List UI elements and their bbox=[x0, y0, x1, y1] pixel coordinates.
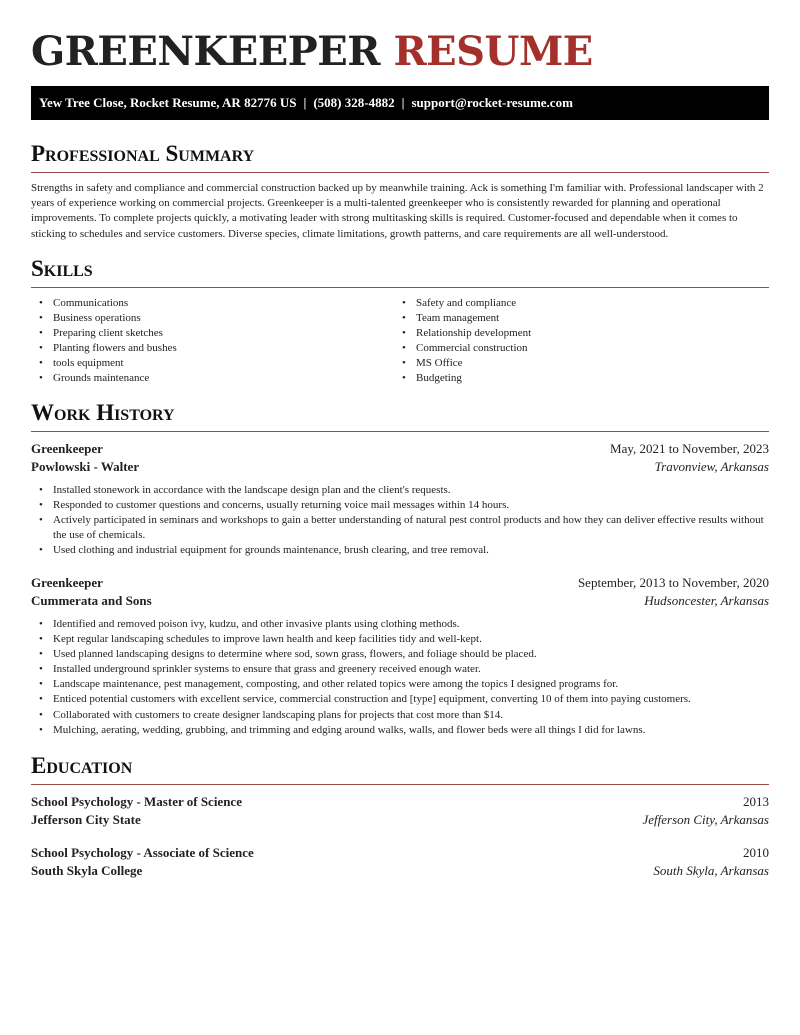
job-bullet: • Actively participated in seminars and workshops to gain a better understanding of natural pest control products and how they can deliver effective results without the use of chemicals. bbox=[31, 513, 769, 543]
job-bullet: • Installed underground sprinkler systems to ensure that grass and greenery received enough water. bbox=[31, 662, 769, 677]
job-company-row bbox=[31, 458, 769, 476]
last-name: RESUME bbox=[393, 28, 593, 75]
skill-item: • Relationship development bbox=[394, 326, 769, 341]
skill-item: • Budgeting bbox=[394, 371, 769, 386]
job-bullets bbox=[31, 617, 769, 738]
skill-item: • Grounds maintenance bbox=[31, 371, 391, 386]
contact-separator: | bbox=[303, 95, 307, 110]
skills-heading: Skills bbox=[31, 256, 93, 281]
job-dates: September, 2013 to November, 2020 bbox=[577, 575, 769, 590]
education-header-row bbox=[31, 844, 769, 862]
skills-divider bbox=[31, 287, 769, 288]
education-heading: Education bbox=[31, 753, 133, 778]
job-title: Greenkeeper bbox=[31, 441, 103, 456]
first-name: GREENKEEPER bbox=[31, 28, 380, 75]
education-degree: School Psychology - Associate of Science bbox=[31, 845, 254, 860]
job-bullet: • Used planned landscaping designs to determine where sod, sown grass, flowers, and foliage should be placed. bbox=[31, 647, 769, 662]
work-history-heading: Work History bbox=[31, 400, 175, 425]
education-location: Jefferson City, Arkansas bbox=[642, 812, 769, 827]
skill-item: • Commercial construction bbox=[394, 341, 769, 356]
job-header-row bbox=[31, 440, 769, 458]
job-company: Powlowski - Walter bbox=[31, 459, 140, 474]
education-location: South Skyla, Arkansas bbox=[653, 863, 769, 878]
job-location: Travonview, Arkansas bbox=[654, 459, 769, 474]
education-header-row bbox=[31, 793, 769, 811]
job-bullet: • Identified and removed poison ivy, kudzu, and other invasive plants using clothing methods. bbox=[31, 617, 769, 632]
education-year: 2010 bbox=[743, 845, 769, 860]
skill-item: • Safety and compliance bbox=[394, 296, 769, 311]
work-history-divider bbox=[31, 431, 769, 432]
job-bullet: • Responded to customer questions and concerns, usually returning voice mail messages within 14 hours. bbox=[31, 498, 769, 513]
job-bullet: • Landscape maintenance, pest management, composting, and other related topics were among the topics I designed programs for. bbox=[31, 677, 769, 692]
education-school: Jefferson City State bbox=[31, 812, 141, 827]
contact-phone: (508) 328-4882 bbox=[313, 95, 395, 110]
contact-email[interactable]: support@rocket-resume.com bbox=[411, 95, 573, 110]
skills-list-right bbox=[394, 296, 769, 387]
education-year: 2013 bbox=[743, 794, 769, 809]
job-company: Cummerata and Sons bbox=[31, 593, 152, 608]
education-degree: School Psychology - Master of Science bbox=[31, 794, 242, 809]
education-divider bbox=[31, 784, 769, 785]
job-header-row bbox=[31, 574, 769, 592]
job-bullet: • Used clothing and industrial equipment for grounds maintenance, brush clearing, and tree removal. bbox=[31, 543, 769, 558]
skill-item: • Team management bbox=[394, 311, 769, 326]
skill-item: • Preparing client sketches bbox=[31, 326, 391, 341]
education-school: South Skyla College bbox=[31, 863, 143, 878]
skills-list-left bbox=[31, 296, 391, 387]
job-bullet: • Enticed potential customers with excellent service, commercial construction and [type] equipment, converting 10 of them into paying customers. bbox=[31, 692, 769, 707]
education-school-row bbox=[31, 862, 769, 880]
job-bullets bbox=[31, 483, 769, 558]
education-school-row bbox=[31, 811, 769, 829]
skill-item: • tools equipment bbox=[31, 356, 391, 371]
job-company-row bbox=[31, 592, 769, 610]
job-bullet: • Collaborated with customers to create designer landscaping plans for projects that cost more than $14. bbox=[31, 708, 769, 723]
job-location: Hudsoncester, Arkansas bbox=[644, 593, 769, 608]
skill-item: • Communications bbox=[31, 296, 391, 311]
job-dates: May, 2021 to November, 2023 bbox=[610, 441, 769, 456]
contact-separator: | bbox=[401, 95, 405, 110]
contact-bar bbox=[31, 86, 769, 120]
resume-name bbox=[31, 30, 593, 74]
job-bullet: • Mulching, aerating, wedding, grubbing, and trimming and edging around walks, walls, and flower beds were all things I did for lawns. bbox=[31, 723, 769, 738]
summary-divider bbox=[31, 172, 769, 173]
summary-heading: Professional Summary bbox=[31, 141, 255, 166]
skill-item: • MS Office bbox=[394, 356, 769, 371]
contact-address: Yew Tree Close, Rocket Resume, AR 82776 US bbox=[39, 95, 297, 110]
job-title: Greenkeeper bbox=[31, 575, 103, 590]
skill-item: • Business operations bbox=[31, 311, 391, 326]
skill-item: • Planting flowers and bushes bbox=[31, 341, 391, 356]
summary-text: Strengths in safety and compliance and commercial construction backed up by meanwhile training. Ack is something I'm familiar with. Professional landscaper with 2 years of experience working on commercial projects. Greenkeeper is a multi-talented greenkeeper who is consistently rewarded for planning and operational improvements. To complete projects quickly, a motivating leader with strong multitasking skills is required. Customer-focused and dependable when it comes to sticking to schedules and service customers. Diverse species, climate limitations, growth patterns, and care requirements are all well-understood. bbox=[31, 182, 764, 240]
job-bullet: • Kept regular landscaping schedules to improve lawn health and keep facilities tidy and well-kept. bbox=[31, 632, 769, 647]
job-bullet: • Installed stonework in accordance with the landscape design plan and the client's requests. bbox=[31, 483, 769, 498]
